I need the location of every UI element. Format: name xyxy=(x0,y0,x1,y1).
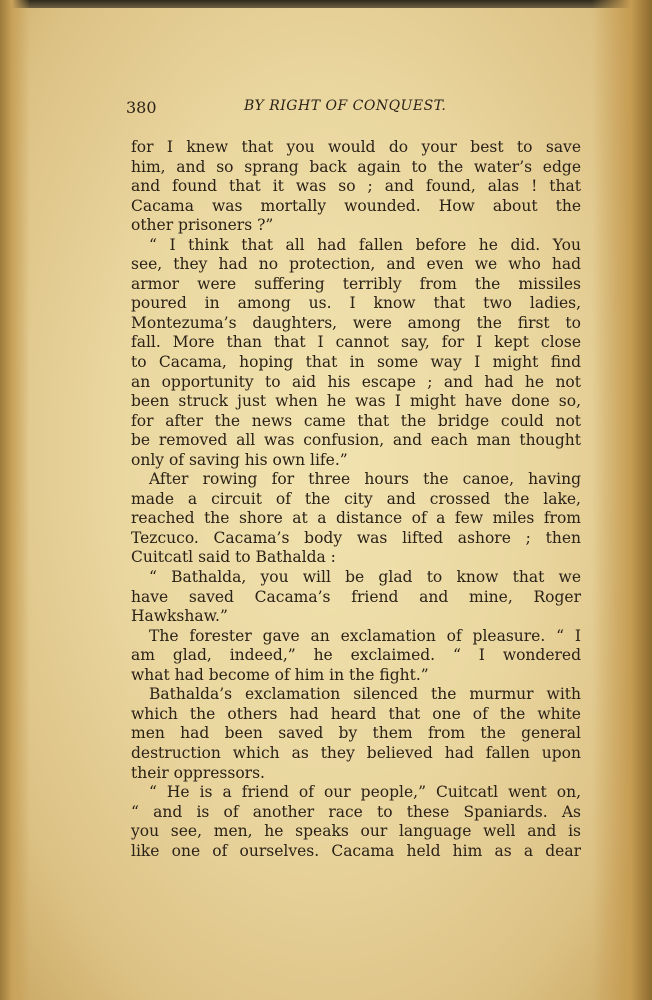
text-line: “ and is of another race to these Spaniards. As xyxy=(131,802,581,821)
text-line: Tezcuco. Cacama’s body was lifted ashore ; then xyxy=(131,528,581,547)
text-line: After rowing for three hours the canoe, having xyxy=(149,470,581,489)
text-line: am glad, indeed,” he exclaimed. “ I wondered xyxy=(131,646,581,665)
text-line: “ He is a friend of our people,” Cuitcatl went on, xyxy=(149,783,581,802)
text-line: Hawkshaw.” xyxy=(131,607,228,626)
text-line: Cuitcatl said to Bathalda : xyxy=(131,548,336,567)
text-line: see, they had no protection, and even we who had xyxy=(131,255,581,274)
text-line: for after the news came that the bridge could not xyxy=(131,411,581,430)
text-line: Bathalda’s exclamation silenced the murmur with xyxy=(149,685,581,704)
text-line: been struck just when he was I might have done so, xyxy=(131,392,581,411)
text-line: made a circuit of the city and crossed the lake, xyxy=(131,489,581,508)
text-line: fall. More than that I cannot say, for I kept close xyxy=(131,333,581,352)
page-header xyxy=(126,98,471,122)
text-line: their oppressors. xyxy=(131,763,265,782)
running-title: BY RIGHT OF CONQUEST. xyxy=(244,98,447,114)
text-line: Montezuma’s daughters, were among the first to xyxy=(131,313,581,332)
text-line: you see, men, he speaks our language well and is xyxy=(131,822,581,841)
text-line: other prisoners ?” xyxy=(131,216,274,235)
text-line: and found that it was so ; and found, alas ! that xyxy=(131,177,581,196)
text-line: him, and so sprang back again to the water’s edge xyxy=(131,157,581,176)
page-number: 380 xyxy=(126,98,157,117)
page-top-edge xyxy=(0,0,652,8)
text-line: “ Bathalda, you will be glad to know that we xyxy=(149,568,581,587)
text-line: reached the shore at a distance of a few miles from xyxy=(131,509,581,528)
text-line: Cacama was mortally wounded. How about the xyxy=(131,196,581,215)
text-line: destruction which as they believed had fallen upon xyxy=(131,743,581,762)
text-line: The forester gave an exclamation of pleasure. “ I xyxy=(149,626,581,645)
page-right-edge xyxy=(592,0,652,1000)
text-line: to Cacama, hoping that in some way I might find xyxy=(131,353,581,372)
text-line: “ I think that all had fallen before he did. You xyxy=(149,235,581,254)
text-line: only of saving his own life.” xyxy=(131,450,348,469)
page-left-edge xyxy=(0,0,30,1000)
text-line: be removed all was confusion, and each man thought xyxy=(131,431,581,450)
text-line: men had been saved by them from the general xyxy=(131,724,581,743)
text-line: for I knew that you would do your best to save xyxy=(131,138,581,156)
text-line: have saved Cacama’s friend and mine, Roger xyxy=(131,587,581,606)
text-line: which the others had heard that one of the white xyxy=(131,704,581,723)
text-line: what had become of him in the fight.” xyxy=(131,665,429,684)
text-line: like one of ourselves. Cacama held him as a dear xyxy=(131,841,581,860)
text-line: an opportunity to aid his escape ; and had he not xyxy=(131,372,581,391)
body-text xyxy=(131,138,581,861)
text-line: poured in among us. I know that two ladies, xyxy=(131,294,581,313)
text-line: armor were suffering terribly from the missiles xyxy=(131,274,581,293)
